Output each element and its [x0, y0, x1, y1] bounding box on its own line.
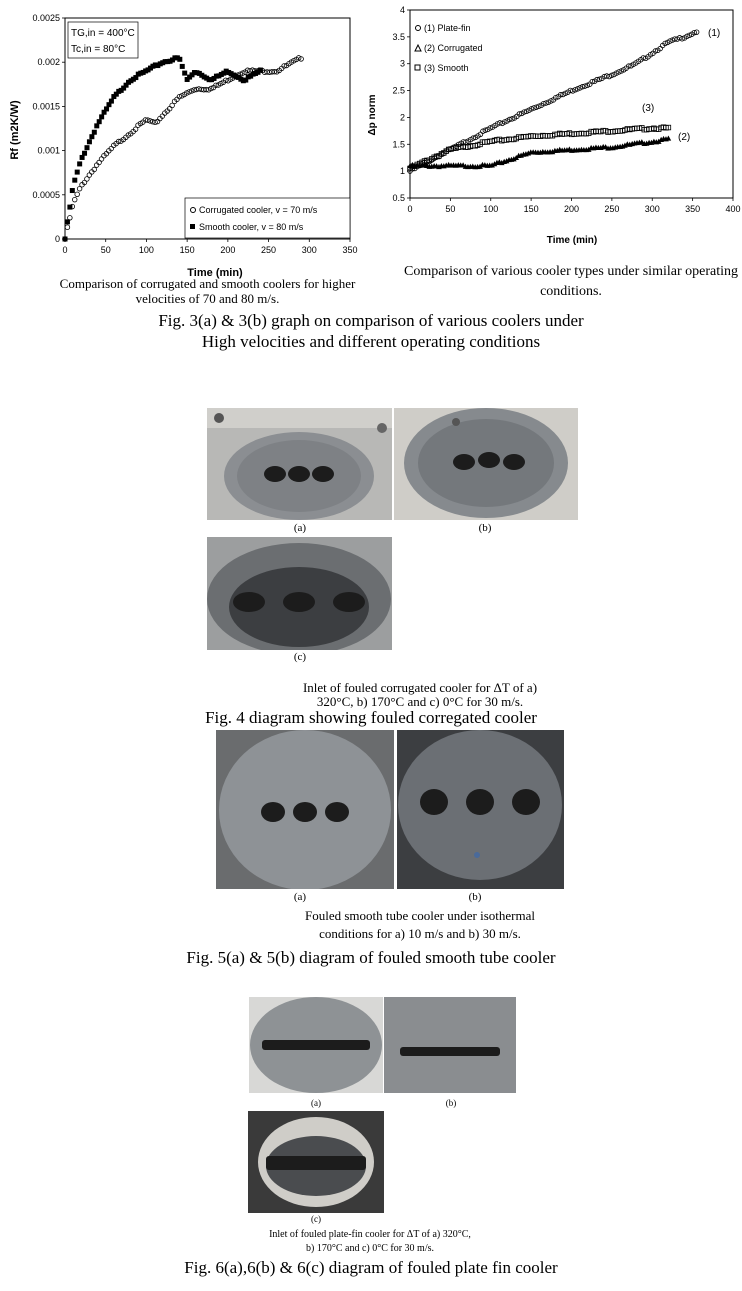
x-axis-label: Time (min) — [546, 235, 598, 246]
legend-marker-triangle — [415, 45, 421, 51]
x-tick-label: 350 — [342, 245, 358, 255]
y-axis-label: Δp norm — [367, 94, 378, 136]
legend-entry: (1) Plate-fin — [424, 23, 471, 33]
data-point — [67, 205, 72, 210]
x-tick-label: 150 — [179, 245, 195, 255]
y-tick-label: 0.0025 — [32, 13, 60, 23]
x-tick-label: 0 — [407, 204, 413, 214]
y-tick-label: 3 — [399, 58, 405, 69]
data-point — [97, 119, 102, 124]
data-point — [99, 114, 104, 119]
x-tick-label: 250 — [261, 245, 277, 255]
data-point — [75, 170, 80, 175]
data-point — [109, 99, 114, 104]
photo-fig5a — [216, 730, 394, 889]
data-point — [87, 173, 92, 178]
y-tick-label: 0 — [54, 234, 60, 244]
y-tick-label: 0.001 — [37, 145, 60, 156]
y-tick-label: 0.0005 — [32, 189, 60, 200]
data-point — [258, 68, 263, 73]
data-point — [70, 188, 75, 193]
annotation-gas-inlet: TG,in = 400°C — [71, 28, 135, 39]
x-tick-label: 350 — [685, 204, 701, 214]
data-point — [77, 161, 82, 166]
legend-entry: (2) Corrugated — [424, 43, 483, 53]
x-tick-label: 0 — [62, 245, 68, 255]
chart-3b — [365, 0, 742, 250]
fig4-label-c: (c) — [293, 651, 307, 663]
fig6-label-b: (b) — [445, 1098, 457, 1108]
photo-fig6b — [384, 997, 516, 1093]
x-tick-label: 300 — [644, 204, 660, 214]
fig5-title: Fig. 5(a) & 5(b) diagram of fouled smooth tube cooler — [186, 948, 556, 967]
data-point — [65, 225, 70, 230]
legend-marker-square — [415, 65, 420, 70]
y-tick-label: 4 — [399, 5, 405, 15]
fig5-subcaption-line2: conditions for a) 10 m/s and b) 30 m/s. — [319, 926, 521, 941]
fig5-subcaption-line1: Fouled smooth tube cooler under isothermal — [305, 908, 535, 923]
legend-entry: Corrugated cooler, v = 70 m/s — [199, 205, 318, 215]
x-tick-label: 50 — [100, 245, 111, 255]
fig5-label-a: (a) — [293, 891, 307, 903]
data-point — [180, 64, 185, 69]
data-point — [72, 178, 77, 183]
series-label-3: (3) — [642, 103, 655, 114]
data-point — [75, 192, 80, 197]
photo-fig6c — [248, 1111, 384, 1213]
fig3a-subcaption: Comparison of corrugated and smooth coolers for higher velocities of 70 and 80 m/s. — [59, 276, 356, 306]
data-point — [82, 151, 87, 156]
data-point — [99, 157, 104, 162]
fig4-subcaption-line1: Inlet of fouled corrugated cooler for ΔT of a) — [302, 680, 538, 695]
photo-fig6a — [249, 997, 383, 1093]
fig3b-subcaption: Comparison of various cooler types under similar operating conditions. — [404, 264, 738, 299]
fig4-subcaption-line2: 320°C, b) 170°C and c) 0°C for 30 m/s. — [316, 694, 524, 709]
y-tick-label: 2.5 — [392, 85, 405, 96]
x-tick-label: 200 — [563, 204, 580, 214]
y-tick-label: 1 — [399, 166, 405, 177]
x-tick-label: 100 — [483, 204, 499, 214]
chart-3a — [0, 0, 370, 280]
photo-fig4c — [207, 537, 392, 650]
legend-marker-circle — [416, 26, 421, 31]
x-tick-label: 250 — [604, 204, 620, 214]
y-tick-label: 1.5 — [392, 139, 405, 150]
fig3-title-line1: Fig. 3(a) & 3(b) graph on comparison of various coolers under — [158, 311, 584, 330]
series-label-2: (2) — [678, 132, 691, 143]
x-axis-label: Time (min) — [187, 267, 243, 279]
data-point — [65, 219, 70, 224]
data-point — [92, 130, 97, 135]
x-tick-label: 300 — [301, 245, 317, 255]
y-tick-label: 2 — [399, 112, 405, 123]
x-tick-label: 50 — [445, 204, 456, 214]
legend-marker-square — [190, 224, 195, 229]
fig6-subcaption-line2: b) 170°C and c) 0°C for 30 m/s. — [306, 1243, 434, 1254]
fig4-label-b: (b) — [478, 522, 492, 534]
fig5-label-b: (b) — [468, 891, 482, 903]
photo-fig4b — [394, 408, 578, 520]
series-label-1: (1) — [708, 28, 721, 39]
legend-entry: Smooth cooler, v = 80 m/s — [199, 222, 304, 232]
data-point — [104, 106, 109, 111]
y-tick-label: 0.002 — [37, 57, 60, 68]
fig6-label-a: (a) — [311, 1098, 321, 1108]
y-tick-label: 0.5 — [392, 193, 405, 203]
y-axis-label: Rf (m2K/W) — [9, 100, 21, 160]
x-tick-label: 100 — [138, 245, 154, 255]
x-tick-label: 200 — [220, 245, 236, 255]
fig6-title: Fig. 6(a),6(b) & 6(c) diagram of fouled plate fin cooler — [184, 1258, 558, 1277]
fig6-label-c: (c) — [311, 1214, 321, 1224]
fig3-title-line2: High velocities and different operating conditions — [201, 332, 541, 351]
annotation-coolant-inlet: Tc,in = 80°C — [71, 44, 126, 55]
x-tick-label: 400 — [725, 204, 741, 214]
legend-entry: (3) Smooth — [424, 63, 469, 73]
fig6-subcaption-line1: Inlet of fouled plate-fin cooler for ΔT of a) 320°C, — [269, 1229, 471, 1240]
data-point — [87, 139, 92, 144]
photo-fig5b — [397, 730, 564, 889]
y-tick-label: 0.0015 — [32, 101, 60, 112]
fig4-title: Fig. 4 diagram showing fouled corregated cooler — [205, 708, 537, 727]
y-tick-label: 3.5 — [392, 31, 405, 42]
photo-fig4a — [207, 408, 392, 520]
data-point — [72, 197, 77, 202]
data-point — [182, 71, 187, 76]
fig4-label-a: (a) — [293, 522, 307, 534]
data-point — [63, 237, 68, 242]
data-point — [177, 57, 182, 62]
data-point — [89, 134, 94, 139]
data-point — [84, 145, 89, 150]
legend-box — [185, 198, 350, 238]
x-tick-label: 150 — [523, 204, 539, 214]
